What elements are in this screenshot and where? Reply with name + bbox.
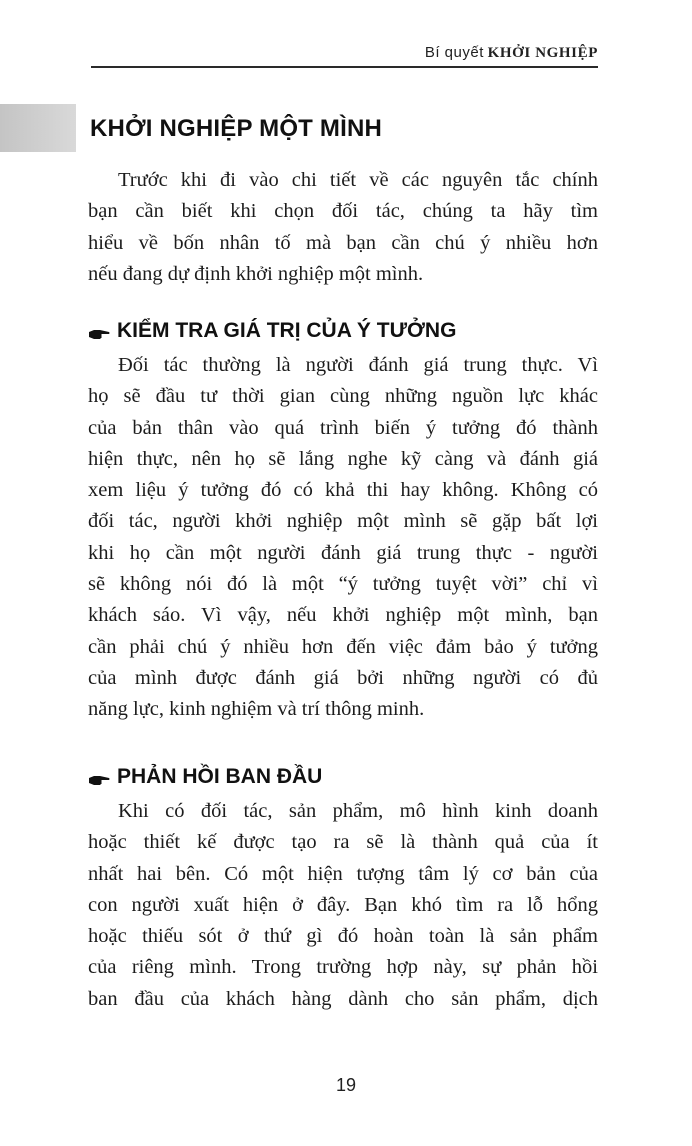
header-rule bbox=[91, 66, 598, 68]
paragraph-line: cần phải chú ý nhiều hơn đến việc đảm bảo ý tưởng bbox=[88, 635, 598, 658]
chapter-tab-marker bbox=[0, 104, 76, 152]
paragraph-line: hoặc thiết kế được tạo ra sẽ là thành quả của ít bbox=[88, 831, 598, 854]
chapter-title: KHỞI NGHIỆP MỘT MÌNH bbox=[90, 115, 383, 142]
paragraph-line: khách sáo. Vì vậy, nếu khởi nghiệp một mình, bạn bbox=[88, 604, 598, 627]
paragraph-line: xem liệu ý tưởng đó có khả thi hay không. Không có bbox=[88, 479, 598, 502]
intro-paragraph bbox=[88, 165, 598, 290]
running-header-title: KHỞI NGHIỆP bbox=[487, 45, 598, 61]
paragraph-line: con người xuất hiện ở đây. Bạn khó tìm ra lỗ hổng bbox=[88, 893, 598, 916]
paragraph-line: hiểu về bốn nhân tố mà bạn cần chú ý nhiều hơn bbox=[88, 231, 598, 254]
section-heading-text: PHẢN HỒI BAN ĐẦU bbox=[117, 765, 323, 788]
paragraph-line: của riêng mình. Trong trường hợp này, sự phản hồi bbox=[88, 956, 598, 979]
running-header-prefix: Bí quyết bbox=[424, 44, 484, 61]
page-number: 19 bbox=[335, 1075, 357, 1095]
section-paragraph bbox=[88, 796, 598, 1015]
paragraph-line: của mình được đánh giá bởi những người có đủ bbox=[88, 666, 598, 689]
pointing-hand-icon bbox=[88, 327, 110, 341]
running-header bbox=[425, 44, 598, 62]
section-paragraph bbox=[88, 350, 598, 726]
paragraph-line: hoặc thiếu sót ở thứ gì đó hoàn toàn là sản phẩm bbox=[88, 925, 598, 948]
paragraph-line: năng lực, kinh nghiệm và trí thông minh. bbox=[88, 698, 425, 721]
section-heading-idea-value bbox=[88, 318, 456, 344]
paragraph-line: họ sẽ đầu tư thời gian cùng những nguồn lực khác bbox=[88, 385, 598, 408]
paragraph-line: hiện thực, nên họ sẽ lắng nghe kỹ càng và đánh giá bbox=[88, 447, 598, 470]
paragraph-line: sẽ không nói đó là một “ý tưởng tuyệt vời” chỉ vì bbox=[88, 573, 598, 596]
pointing-hand-icon bbox=[88, 773, 110, 787]
section-heading-text: KIỂM TRA GIÁ TRỊ CỦA Ý TƯỞNG bbox=[117, 319, 457, 342]
paragraph-line: Trước khi đi vào chi tiết về các nguyên tắc chính bbox=[118, 169, 598, 191]
paragraph-line: nếu đang dự định khởi nghiệp một mình. bbox=[88, 262, 424, 285]
paragraph-line: Khi có đối tác, sản phẩm, mô hình kinh doanh bbox=[118, 800, 598, 822]
paragraph-line: của bản thân vào quá trình biến ý tưởng đó thành bbox=[88, 416, 598, 439]
paragraph-line: khi họ cần một người đánh giá trung thực - người bbox=[88, 541, 598, 564]
paragraph-line: nhất hai bên. Có một hiện tượng tâm lý cơ bản của bbox=[88, 862, 598, 885]
paragraph-line: bạn cần biết khi chọn đối tác, chúng ta hãy tìm bbox=[88, 200, 598, 223]
paragraph-line: ban đầu của khách hàng dành cho sản phẩm, dịch bbox=[88, 987, 598, 1010]
section-heading-initial-feedback bbox=[88, 764, 322, 790]
paragraph-line: Đối tác thường là người đánh giá trung thực. Vì bbox=[118, 354, 598, 376]
paragraph-line: đối tác, người khởi nghiệp một mình sẽ gặp bất lợi bbox=[88, 510, 598, 533]
